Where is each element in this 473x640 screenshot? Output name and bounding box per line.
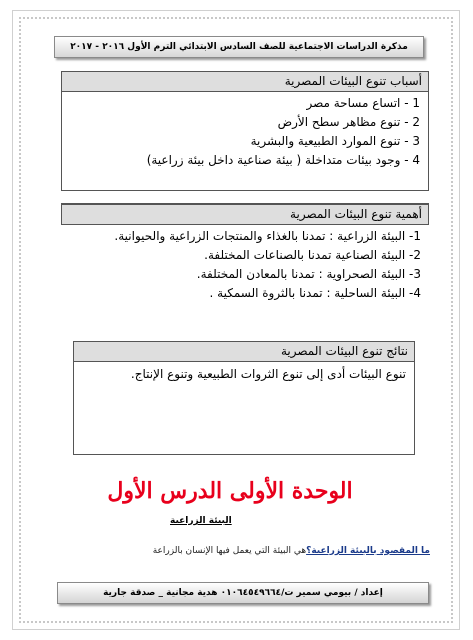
list-item: 1 - اتساع مساحة مصر (306, 96, 420, 110)
causes-box (61, 71, 429, 191)
list-item: 4- البيئة الساحلية : تمدنا بالثروة السمكية . (209, 286, 421, 300)
lesson-subtitle: البيئة الزراعية (170, 516, 232, 526)
question-answer: هي البيئة التي يعمل فيها الإنسان بالزراعة (152, 546, 307, 556)
list-item: 4 - وجود بيئات متداخلة ( بيئة صناعية داخل بيئة زراعية) (146, 153, 420, 167)
list-item: 3 - تنوع الموارد الطبيعية والبشرية (250, 134, 420, 148)
results-body (74, 362, 414, 384)
header-banner: مذكرة الدراسات الاجتماعية للصف السادس الابتدائي الترم الأول ٢٠١٦ - ٢٠١٧ (54, 36, 424, 58)
question-label: ما المقصود بالبيئة الزراعية؟ (306, 546, 430, 556)
list-item: 1- البيئة الزراعية : تمدنا بالغذاء والمنتجات الزراعية والحيوانية. (114, 229, 421, 243)
results-box (73, 341, 415, 455)
results-title: نتائج تنوع البيئات المصرية (74, 342, 414, 362)
list-item: 2 - تنوع مظاهر سطح الأرض (277, 115, 420, 129)
causes-list (62, 92, 428, 170)
causes-title: أسباب تنوع البيئات المصرية (62, 72, 428, 92)
results-text: تنوع البيئات أدى إلى تنوع الثروات الطبيعية وتنوع الإنتاج. (130, 367, 406, 381)
question-line (70, 546, 430, 556)
importance-list (61, 225, 429, 303)
unit-title: الوحدة الأولى الدرس الأول (107, 478, 353, 504)
importance-title: أهمية تنوع البيئات المصرية (61, 204, 429, 225)
list-item: 3- البيئة الصحراوية : تمدنا بالمعادن المختلفة. (196, 267, 421, 281)
importance-box (61, 203, 429, 321)
footer-banner: إعداد / بيومي سمير ت/٠١٠٦٤٥٤٩٦٦٤ هدية مجانية _ صدقة جارية (57, 582, 429, 604)
list-item: 2- البيئة الصناعية تمدنا بالصناعات المختلفة. (204, 248, 421, 262)
